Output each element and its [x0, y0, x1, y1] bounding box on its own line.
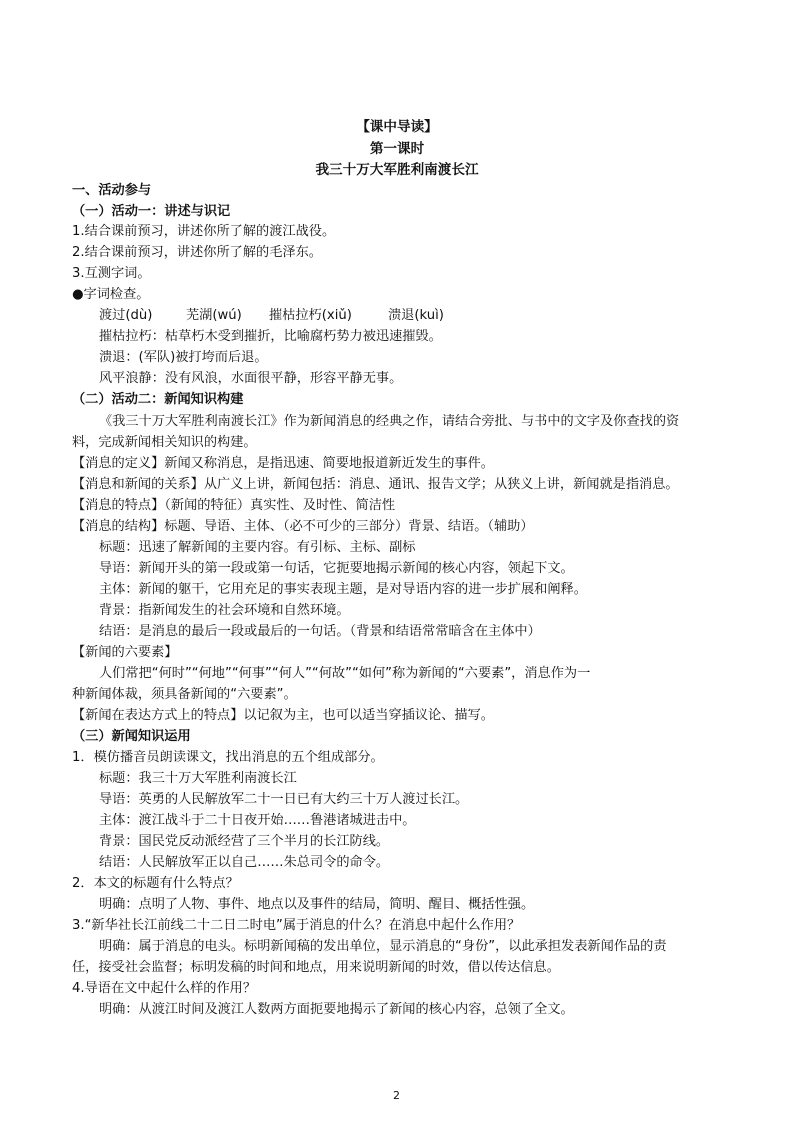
word-definition: 溃退：(军队)被打垮而后退。 — [99, 350, 268, 365]
activity2-intro: 《我三十万大军胜利南渡长江》作为新闻消息的经典之作，请结合旁批、与书中的文字及你查找的资 — [99, 414, 680, 429]
answer-item: 背景：国民党反动派经营了三个半月的长江防线。 — [99, 834, 390, 849]
question-3: 3.“新华社长江前线二十二日二时电”属于消息的什么？在消息中起什么作用？ — [72, 918, 521, 933]
news-definition: 【消息的定义】新闻又称消息，是指迅速、简要地报道新近发生的事件。 — [72, 456, 494, 471]
structure-item: 结语：是消息的最后一段或最后的一句话。（背景和结语常常暗含在主体中） — [99, 624, 541, 639]
activity1-heading: （一）活动一：讲述与识记 — [72, 204, 231, 219]
structure-item: 主体：新闻的躯干，它用充足的事实表现主题，是对导语内容的进一步扩展和阐释。 — [99, 582, 587, 597]
six-elements-title: 【新闻的六要素】 — [72, 645, 178, 660]
page-number: 2 — [393, 1089, 400, 1102]
expression-feature: 【新闻在表达方式上的特点】以记叙为主，也可以适当穿插议论、描写。 — [72, 708, 494, 723]
question-2: 2．本文的标题有什么特点？ — [72, 876, 239, 891]
answer-2: 明确：点明了人物、事件、地点以及事件的结局，简明、醒目、概括性强。 — [99, 897, 535, 912]
answer-item: 导语：英勇的人民解放军二十一日已有大约三十万人渡过长江。 — [99, 792, 469, 807]
answer-4: 明确：从渡江时间及渡江人数两方面扼要地揭示了新闻的核心内容，总领了全文。 — [99, 1002, 574, 1017]
lesson-heading: 第一课时 — [369, 141, 425, 157]
answer-3-cont: 任，接受社会监督；标明发稿的时间和地点，用来说明新闻的时效，借以传达信息。 — [72, 960, 560, 975]
activity1-item: 3.互测字词。 — [72, 266, 151, 281]
word-definition: 风平浪静：没有风浪，水面很平静，形容平静无事。 — [99, 371, 403, 386]
word-item: 摧枯拉朽(xiǔ) — [269, 308, 352, 323]
answer-item: 标题：我三十万大军胜利南渡长江 — [99, 771, 297, 786]
word-item: 溃退(kuì) — [388, 308, 444, 323]
news-features: 【消息的特点】（新闻的特征）真实性、及时性、简洁性 — [72, 498, 396, 513]
page-title: 我三十万大军胜利南渡长江 — [315, 162, 479, 178]
question-4: 4.导语在文中起什么样的作用？ — [72, 981, 257, 996]
structure-item: 导语：新闻开头的第一段或第一句话，它扼要地揭示新闻的核心内容，领起下文。 — [99, 561, 574, 576]
news-structure: 【消息的结构】标题、导语、主体、（必不可少的三部分）背景、结语。（辅助） — [72, 519, 534, 534]
answer-item: 结语：人民解放军正以自己……朱总司令的命令。 — [99, 855, 390, 870]
word-definition: 摧枯拉朽：枯草朽木受到摧折，比喻腐朽势力被迅速摧毁。 — [99, 329, 442, 344]
word-list — [99, 305, 732, 326]
section-heading: 【课中导读】 — [356, 119, 438, 135]
activity1-item: 2.结合课前预习，讲述你所了解的毛泽东。 — [72, 245, 322, 260]
word-item: 芜湖(wú) — [186, 308, 242, 323]
answer-item: 主体：渡江战斗于二十日夜开始……鲁港诸城进击中。 — [99, 813, 416, 828]
structure-item: 标题：迅速了解新闻的主要内容。有引标、主标、副标 — [99, 540, 416, 555]
question-1: 1．模仿播音员朗读课文，找出消息的五个组成部分。 — [72, 750, 384, 765]
activity1-item: 1.结合课前预习，讲述你所了解的渡江战役。 — [72, 224, 336, 239]
word-item: 渡过(dù) — [99, 308, 153, 323]
activity3-heading: （三）新闻知识运用 — [72, 729, 191, 744]
activity2-heading: （二）活动二：新闻知识构建 — [72, 392, 244, 407]
answer-3: 明确：属于消息的电头。标明新闻稿的发出单位，显示消息的“身份”，以此承担发表新闻作品的责 — [99, 939, 667, 954]
news-relation: 【消息和新闻的关系】从广义上讲，新闻包括：消息、通讯、报告文学；从狭义上讲，新闻就是指消息。 — [72, 477, 679, 492]
six-elements-text: 人们常把“何时”“何地”“何事”“何人”“何故”“如何”称为新闻的“六要素”，消息作为一 — [99, 666, 591, 681]
six-elements-text-cont: 种新闻体裁，须具备新闻的“六要素”。 — [72, 687, 297, 702]
part1-heading: 一、活动参与 — [72, 183, 152, 198]
word-check-label: ●字词检查。 — [72, 287, 150, 302]
structure-item: 背景：指新闻发生的社会环境和自然环境。 — [99, 603, 350, 618]
activity2-intro-cont: 料，完成新闻相关知识的构建。 — [72, 435, 257, 450]
